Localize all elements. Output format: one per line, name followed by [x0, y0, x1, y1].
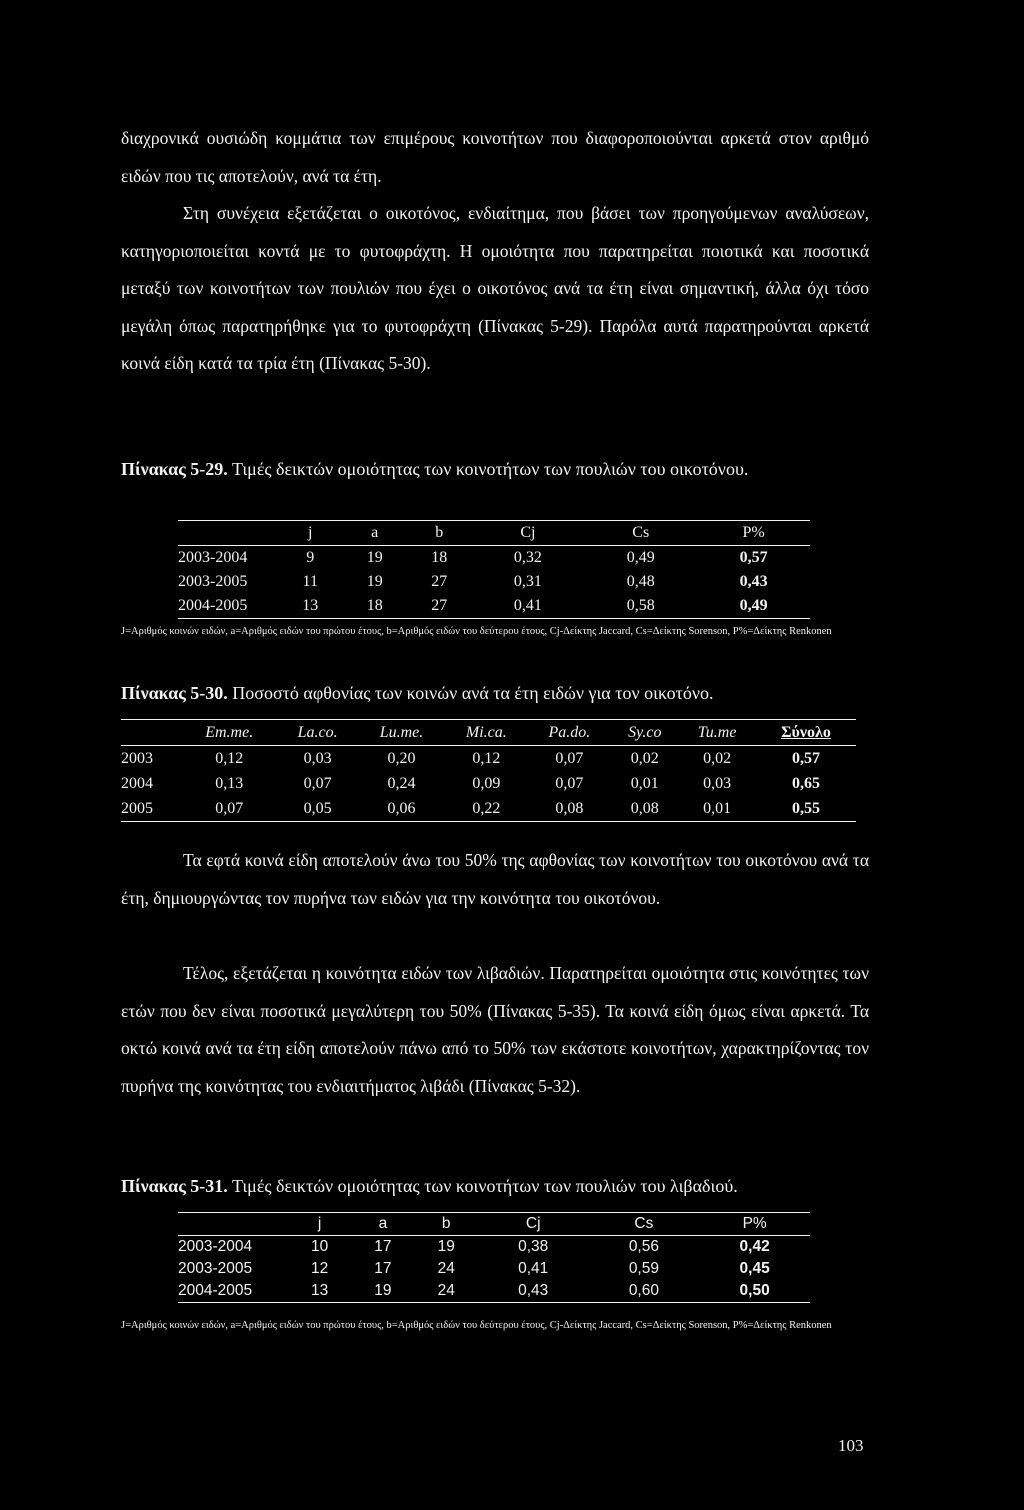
table-cell: 0,42 — [739, 1238, 770, 1255]
table-cell: 0,01 — [630, 774, 659, 792]
table-cell: 18 — [342, 594, 406, 619]
table-cell: 0,55 — [756, 796, 856, 822]
table-5-29-title: Τιμές δεικτών ομοιότητας των κοινοτήτων των πουλιών του οικοτόνου. — [231, 459, 749, 479]
table-cell: 2003-2005 — [178, 573, 248, 590]
table-cell: 0,06 — [358, 796, 446, 822]
table-cell: 0,05 — [277, 796, 357, 822]
table-cell: 17 — [374, 1260, 392, 1277]
table-cell: 0,07 — [555, 749, 584, 767]
column-header: Mi.ca. — [445, 720, 527, 746]
table-cell: 2003 — [121, 749, 153, 767]
table-cell: 0,50 — [699, 1280, 810, 1303]
table-cell: 0,07 — [181, 796, 277, 822]
table-cell: 2004 — [121, 774, 153, 792]
table-cell: 9 — [306, 549, 315, 566]
table-cell: 2005 — [121, 796, 181, 822]
table-cell: 10 — [311, 1238, 329, 1255]
table-cell: 0,12 — [472, 749, 501, 767]
page-number: 103 — [838, 1436, 864, 1455]
table-cell: 0,24 — [387, 774, 416, 792]
table-cell: 0,09 — [472, 774, 501, 792]
column-header: a — [351, 1213, 414, 1236]
column-header: P% — [697, 521, 810, 546]
table-5-31-title: Τιμές δεικτών ομοιότητας των κοινοτήτων των πουλιών του λιβαδιού. — [231, 1176, 738, 1196]
table-cell: 19 — [437, 1238, 455, 1255]
column-header — [178, 521, 278, 546]
table-cell: 0,07 — [555, 774, 584, 792]
table-row — [178, 570, 810, 594]
table-cell: 0,38 — [518, 1238, 549, 1255]
table-5-29-caption — [121, 458, 869, 480]
table-row — [178, 594, 810, 619]
table-row — [178, 1258, 810, 1280]
table-cell: 0,48 — [626, 573, 655, 590]
table-cell: 0,02 — [703, 749, 732, 767]
column-header: Cj — [471, 521, 584, 546]
table-5-30-label: Πίνακας 5-30. — [121, 683, 228, 703]
table-cell: 0,22 — [445, 796, 527, 822]
table-cell: 19 — [366, 549, 383, 566]
table-5-29-footnote: J=Αριθμός κοινών ειδών, a=Αριθμός ειδών του πρώτου έτους, b=Αριθμός ειδών του δεύτερου έτους, Cj-Δείκτης Jaccard, Cs=Δείκτης Sorenson, P%=Δείκτης Renkonen — [121, 626, 832, 637]
column-header: Tu.me — [678, 720, 756, 746]
table-cell: 0,31 — [513, 573, 542, 590]
table-cell: 2003-2005 — [178, 1260, 253, 1277]
table-cell: 18 — [431, 549, 448, 566]
table-cell: 0,57 — [739, 549, 768, 566]
table-cell: 17 — [374, 1238, 392, 1255]
table-cell: 0,07 — [303, 774, 332, 792]
table-cell: 0,08 — [527, 796, 611, 822]
column-header: Lu.me. — [358, 720, 446, 746]
table-cell: 0,03 — [303, 749, 332, 767]
column-header: Em.me. — [181, 720, 277, 746]
table-cell: 19 — [351, 1280, 414, 1303]
table-row — [121, 746, 856, 772]
column-header: a — [342, 521, 406, 546]
table-header-row — [178, 1213, 810, 1236]
table-cell: 0,03 — [703, 774, 732, 792]
table-cell: 0,32 — [513, 549, 542, 566]
column-header: Sy.co — [611, 720, 678, 746]
paragraph-3: Τα εφτά κοινά είδη αποτελούν άνω του 50% της αφθονίας των κοινοτήτων του οικοτόνου ανά τα έτη, δημιουργώντας τον πυρήνα των ειδών για την κοινότητα του οικοτόνου. — [121, 850, 869, 908]
column-header: b — [407, 521, 471, 546]
column-header: Cj — [478, 1213, 589, 1236]
table-cell: 0,12 — [215, 749, 244, 767]
table-row — [121, 771, 856, 796]
table-5-29-label: Πίνακας 5-29. — [121, 459, 228, 479]
table-cell: 0,13 — [215, 774, 244, 792]
table-cell: 13 — [278, 594, 342, 619]
table-cell: 0,01 — [678, 796, 756, 822]
table-header-row — [121, 720, 856, 746]
table-5-31-footnote: J=Αριθμός κοινών ειδών, a=Αριθμός ειδών του πρώτου έτους, b=Αριθμός ειδών του δεύτερου έτους, Cj-Δείκτης Jaccard, Cs=Δείκτης Sorenson, P%=Δείκτης Renkonen — [121, 1320, 832, 1331]
table-cell: 0,56 — [628, 1238, 659, 1255]
table-5-31 — [178, 1212, 810, 1303]
column-header — [178, 1213, 288, 1236]
table-5-31-label: Πίνακας 5-31. — [121, 1176, 228, 1196]
table-cell: 24 — [415, 1280, 478, 1303]
table-cell: 13 — [288, 1280, 351, 1303]
column-header: Cs — [589, 1213, 700, 1236]
table-cell: 0,41 — [518, 1260, 549, 1277]
table-header-row — [178, 521, 810, 546]
table-cell: 24 — [437, 1260, 455, 1277]
table-row — [178, 1280, 810, 1303]
column-header: P% — [699, 1213, 810, 1236]
paragraph-1: διαχρονικά ουσιώδη κομμάτια των επιμέρους κοινοτήτων που διαφοροποιούνται αρκετά στον αριθμό ειδών που τις αποτελούν, ανά τα έτη. — [121, 128, 869, 186]
table-cell: 2003-2004 — [178, 1238, 253, 1255]
column-header — [121, 720, 181, 746]
column-header: j — [278, 521, 342, 546]
table-5-30 — [121, 719, 856, 822]
table-cell: 0,08 — [611, 796, 678, 822]
table-cell: 0,60 — [589, 1280, 700, 1303]
table-row — [121, 796, 856, 822]
table-cell: 0,20 — [387, 749, 416, 767]
table-cell: 11 — [302, 573, 318, 590]
table-cell: 27 — [431, 573, 448, 590]
table-cell: 0,58 — [584, 594, 697, 619]
table-cell: 0,65 — [791, 774, 820, 792]
table-cell: 0,49 — [626, 549, 655, 566]
column-header: b — [415, 1213, 478, 1236]
table-5-29 — [178, 520, 810, 619]
column-header: j — [288, 1213, 351, 1236]
table-cell: 0,59 — [628, 1260, 659, 1277]
paragraph-4: Τέλος, εξετάζεται η κοινότητα ειδών των λιβαδιών. Παρατηρείται ομοιότητα στις κοινότητες των ετών που δεν είναι ποσοτικά μεγαλύτερη του 50% (Πίνακας 5-35). Τα κοινά είδη όμως είναι αρκετά. Τα οκτώ κοινά ανά τα έτη είδη αποτελούν πάνω από το 50% των εκάστοτε κοινοτήτων, χαρακτηρίζοντας τον πυρήνα της κοινότητας του ενδιαιτήματος λιβάδι (Πίνακας 5-32). — [121, 963, 869, 1096]
table-cell: 0,43 — [478, 1280, 589, 1303]
column-header: Pa.do. — [527, 720, 611, 746]
table-cell: 12 — [311, 1260, 329, 1277]
table-cell: 2004-2005 — [178, 594, 278, 619]
table-cell: 0,41 — [471, 594, 584, 619]
table-row — [178, 546, 810, 571]
table-cell: 2004-2005 — [178, 1280, 288, 1303]
paragraph-2: Στη συνέχεια εξετάζεται ο οικοτόνος, ενδιαίτημα, που βάσει των προηγούμενων αναλύσεων, κατηγοριοποιείται κοντά με το φυτοφράχτη. Η ομοιότητα που παρατηρείται ποιοτικά και ποσοτικά μεταξύ των κοινοτήτων των πουλιών που έχει ο οικοτόνος ανά τα έτη είναι σημαντική, άλλα όχι τόσο μεγάλη όπως παρατηρήθηκε για το φυτοφράχτη (Πίνακας 5-29). Παρόλα αυτά παρατηρούνται αρκετά κοινά είδη κατά τα τρία έτη (Πίνακας 5-30). — [121, 203, 869, 373]
table-cell: 0,57 — [791, 749, 820, 767]
table-cell: 0,45 — [739, 1260, 770, 1277]
table-cell: 0,02 — [630, 749, 659, 767]
table-5-30-caption — [121, 682, 869, 704]
column-header-total: Σύνολο — [756, 720, 856, 746]
table-5-30-title: Ποσοστό αφθονίας των κοινών ανά τα έτη ειδών για τον οικοτόνο. — [232, 683, 714, 703]
column-header: Cs — [584, 521, 697, 546]
table-cell: 0,43 — [739, 573, 768, 590]
table-cell: 27 — [407, 594, 471, 619]
column-header: La.co. — [277, 720, 357, 746]
table-5-31-caption — [121, 1175, 869, 1197]
table-cell: 2003-2004 — [178, 549, 248, 566]
table-row — [178, 1236, 810, 1259]
table-cell: 19 — [366, 573, 383, 590]
table-cell: 0,49 — [697, 594, 810, 619]
